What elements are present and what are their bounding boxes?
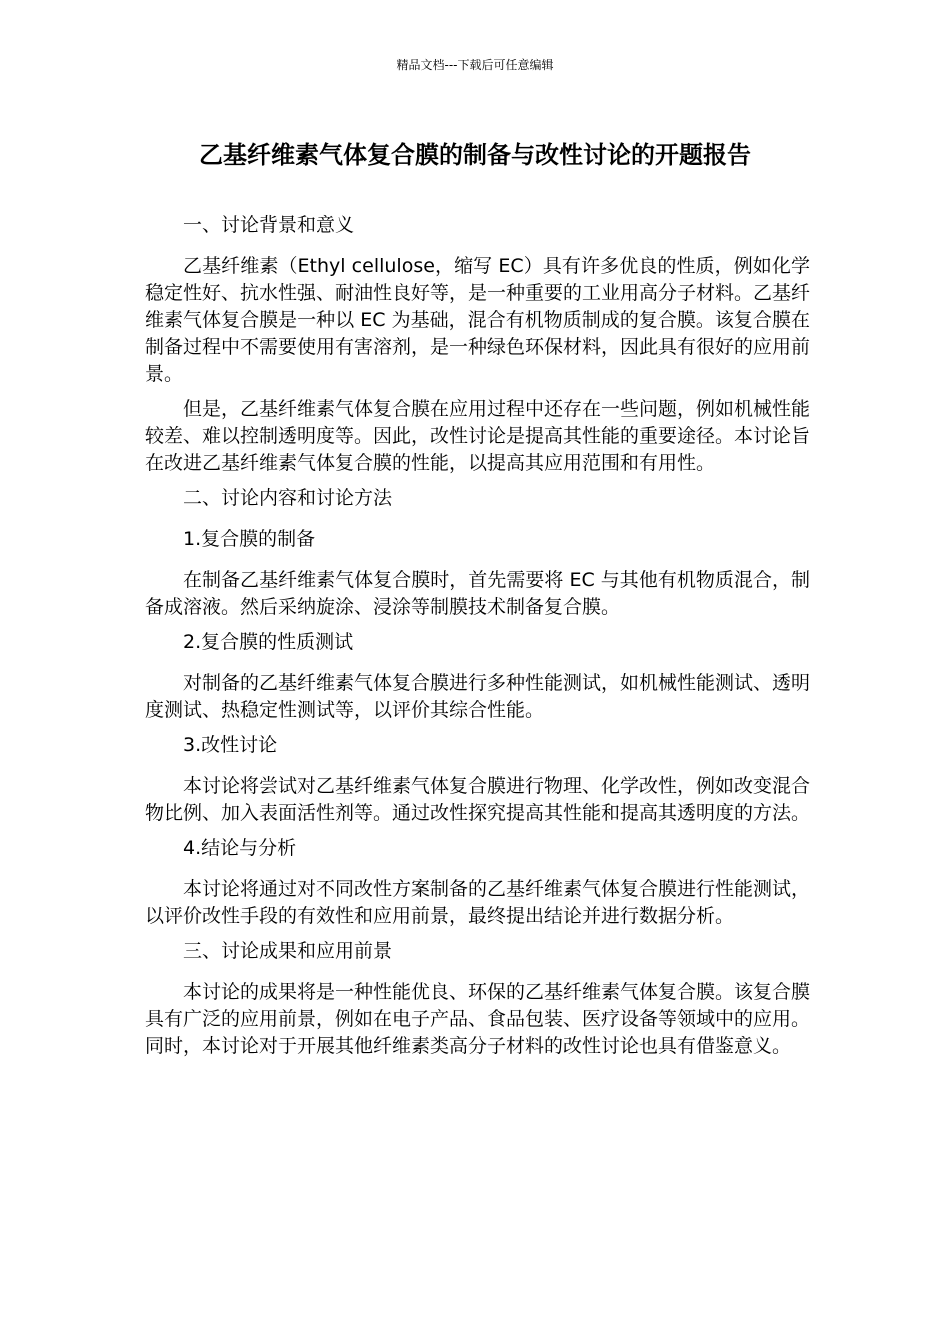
subheading-property-testing: 2.复合膜的性质测试 (183, 631, 354, 653)
section-heading-background: 一、讨论背景和意义 (183, 214, 355, 236)
subheading-preparation: 1.复合膜的制备 (183, 528, 316, 550)
paragraph-results: 本讨论的成果将是一种性能优良、环保的乙基纤维素气体复合膜。该复合膜具有广泛的应用前景，例如在电子产品、食品包装、医疗设备等领域中的应用。同时，本讨论对于开展其他纤维素类高分子材料的改性讨论也具有借鉴意义。 (145, 981, 811, 1057)
paragraph-conclusion: 本讨论将通过对不同改性方案制备的乙基纤维素气体复合膜进行性能测试，以评价改性手段的有效性和应用前景，最终提出结论并进行数据分析。 (145, 878, 811, 927)
paragraph-background-1: 乙基纤维素（Ethyl cellulose，缩写 EC）具有许多优良的性质，例如化学稳定性好、抗水性强、耐油性良好等，是一种重要的工业用高分子材料。乙基纤维素气体复合膜是一种以 EC 为基础，混合有机物质制成的复合膜。该复合膜在制备过程中不需要使用有害溶剂，是一种绿色环保材料，因此具有很好的应用前景。 (145, 255, 811, 385)
section-heading-content-methods: 二、讨论内容和讨论方法 (183, 487, 393, 509)
document-body (145, 212, 810, 1068)
subheading-conclusion: 4.结论与分析 (183, 837, 297, 859)
subheading-modification: 3.改性讨论 (183, 734, 278, 756)
page-header: 精品文档---下载后可任意编辑 (396, 58, 554, 72)
paragraph-preparation: 在制备乙基纤维素气体复合膜时，首先需要将 EC 与其他有机物质混合，制备成溶液。然后采纳旋涂、浸涂等制膜技术制备复合膜。 (145, 569, 810, 618)
paragraph-modification: 本讨论将尝试对乙基纤维素气体复合膜进行物理、化学改性，例如改变混合物比例、加入表面活性剂等。通过改性探究提高其性能和提高其透明度的方法。 (145, 775, 811, 824)
document-title: 乙基纤维素气体复合膜的制备与改性讨论的开题报告 (199, 141, 751, 169)
paragraph-property-testing: 对制备的乙基纤维素气体复合膜进行多种性能测试，如机械性能测试、透明度测试、热稳定性测试等，以评价其综合性能。 (145, 672, 811, 721)
section-heading-results: 三、讨论成果和应用前景 (183, 940, 393, 962)
paragraph-background-2: 但是，乙基纤维素气体复合膜在应用过程中还存在一些问题，例如机械性能较差、难以控制透明度等。因此，改性讨论是提高其性能的重要途径。本讨论旨在改进乙基纤维素气体复合膜的性能，以提高其应用范围和有用性。 (145, 398, 811, 474)
